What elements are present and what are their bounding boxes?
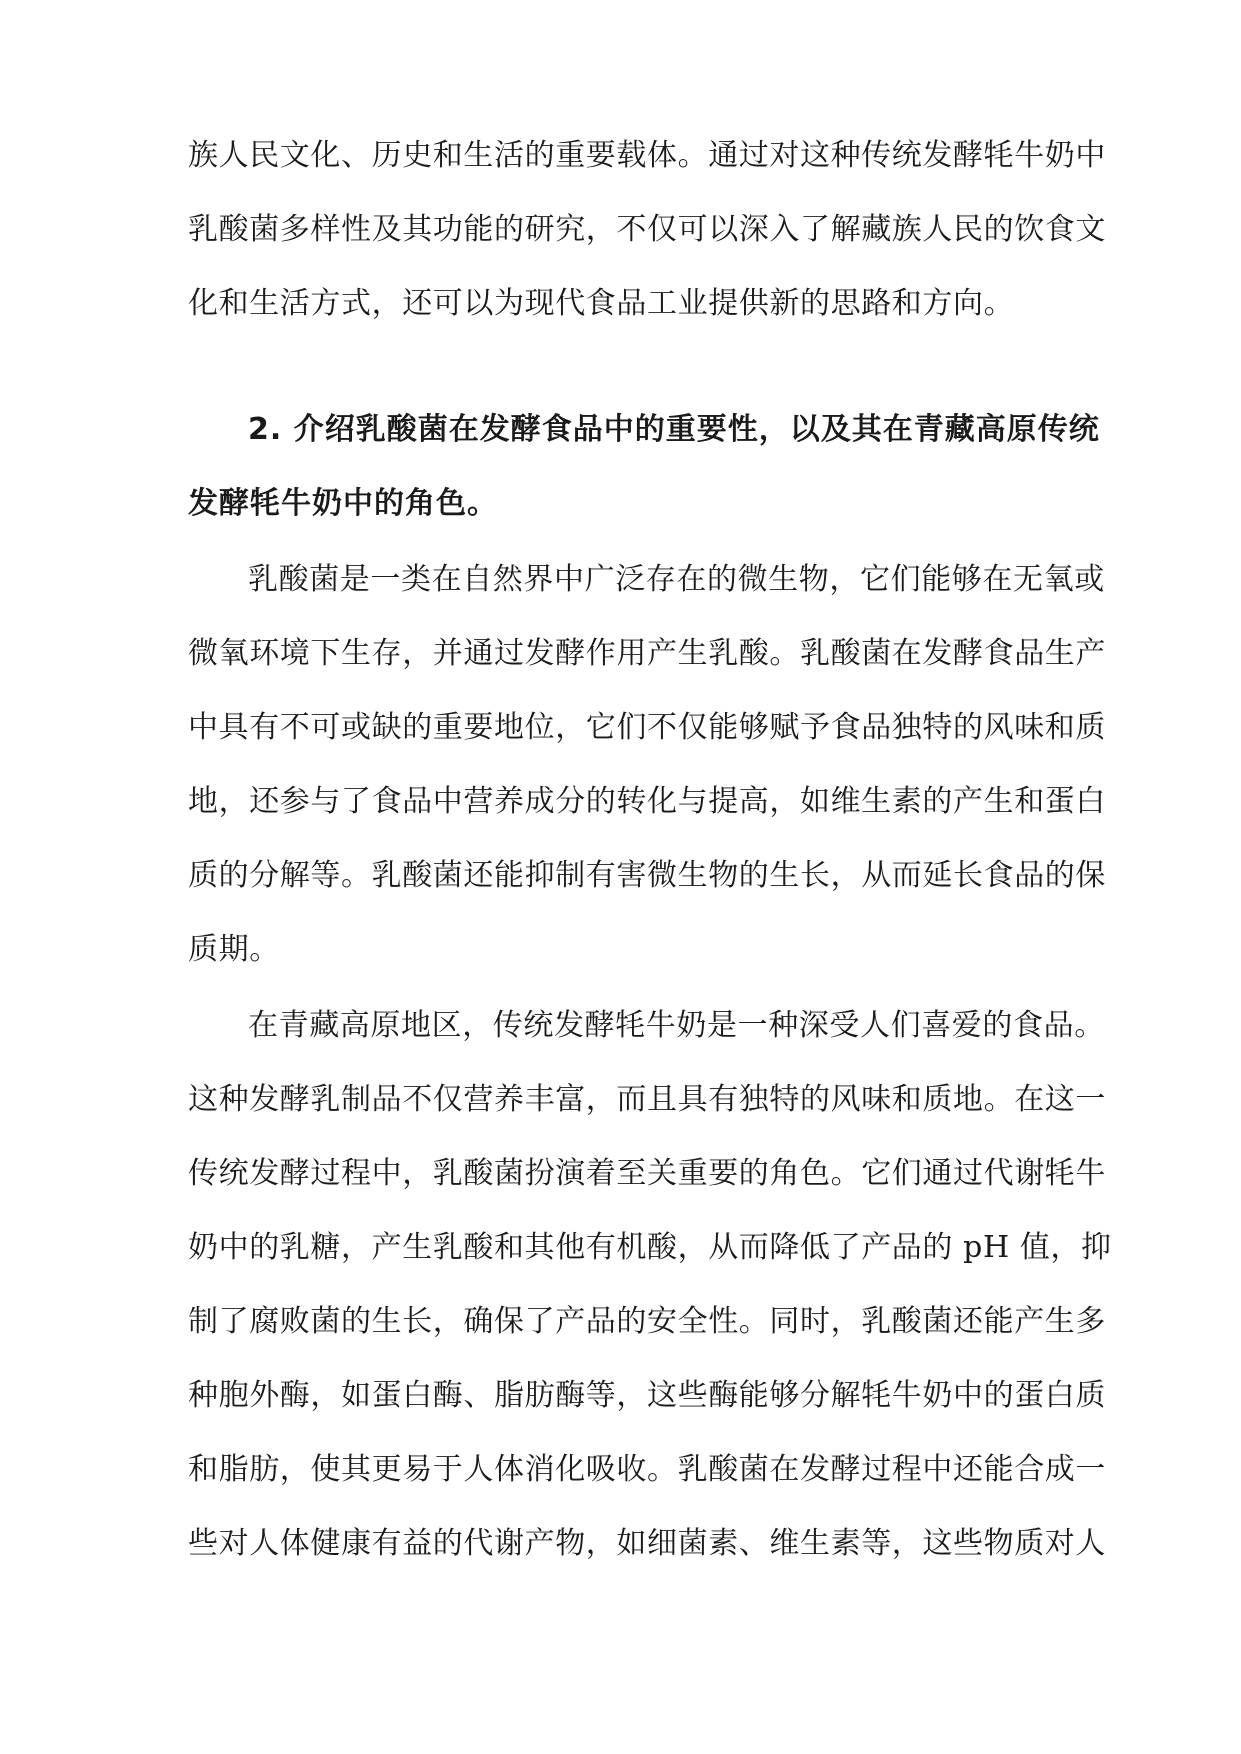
paragraph-line: 乳酸菌是一类在自然界中广泛存在的微生物，它们能够在无氧或 — [248, 562, 1105, 597]
paragraph-line: 奶中的乳糖，产生乳酸和其他有机酸，从而降低了产品的 pH 值，抑 — [188, 1230, 1112, 1265]
intro-line: 乳酸菌多样性及其功能的研究，不仅可以深入了解藏族人民的饮食文 — [188, 212, 1106, 247]
intro-line: 族人民文化、历史和生活的重要载体。通过对这种传统发酵牦牛奶中 — [188, 138, 1106, 173]
intro-line: 化和生活方式，还可以为现代食品工业提供新的思路和方向。 — [188, 286, 1015, 321]
paragraph-line: 质的分解等。乳酸菌还能抑制有害微生物的生长，从而延长食品的保 — [188, 858, 1106, 893]
paragraph-line: 传统发酵过程中，乳酸菌扮演着至关重要的角色。它们通过代谢牦牛 — [188, 1156, 1106, 1191]
paragraph-line: 在青藏高原地区，传统发酵牦牛奶是一种深受人们喜爱的食品。 — [248, 1008, 1105, 1043]
paragraph-line: 中具有不可或缺的重要地位，它们不仅能够赋予食品独特的风味和质 — [188, 710, 1106, 745]
paragraph-line: 微氧环境下生存，并通过发酵作用产生乳酸。乳酸菌在发酵食品生产 — [188, 636, 1106, 671]
section-heading: 2. 介绍乳酸菌在发酵食品中的重要性，以及其在青藏高原传统 — [248, 412, 1100, 447]
paragraph-line: 些对人体健康有益的代谢产物，如细菌素、维生素等，这些物质对人 — [188, 1526, 1106, 1561]
paragraph-line: 种胞外酶，如蛋白酶、脂肪酶等，这些酶能够分解牦牛奶中的蛋白质 — [188, 1378, 1106, 1413]
paragraph-line: 和脂肪，使其更易于人体消化吸收。乳酸菌在发酵过程中还能合成一 — [188, 1452, 1106, 1487]
paragraph-line: 制了腐败菌的生长，确保了产品的安全性。同时，乳酸菌还能产生多 — [188, 1304, 1106, 1339]
paragraph-line: 地，还参与了食品中营养成分的转化与提高，如维生素的产生和蛋白 — [188, 784, 1106, 819]
section-heading: 发酵牦牛奶中的角色。 — [188, 486, 498, 521]
paragraph-line: 这种发酵乳制品不仅营养丰富，而且具有独特的风味和质地。在这一 — [188, 1082, 1106, 1117]
paragraph-line: 质期。 — [188, 932, 280, 967]
